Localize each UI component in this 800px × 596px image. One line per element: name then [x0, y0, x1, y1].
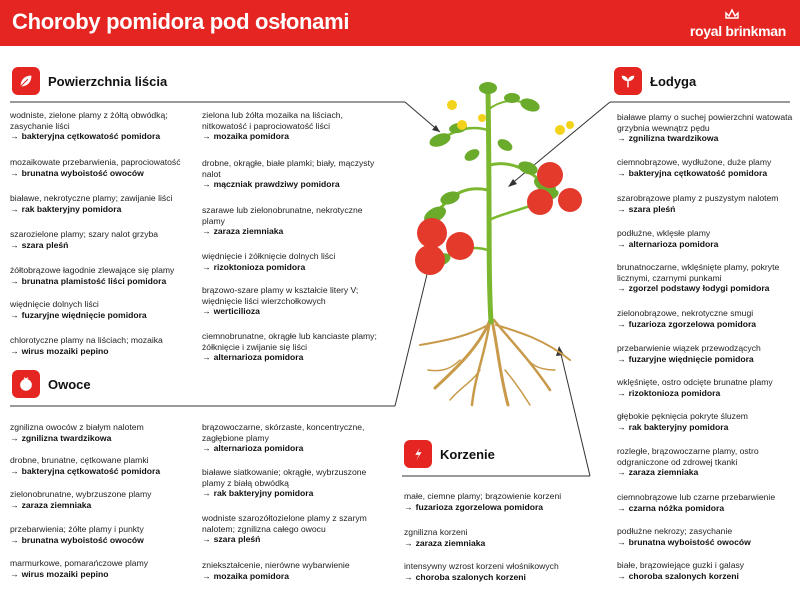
symptom-text: intensywny wzrost korzeni włośnikowych — [404, 561, 559, 571]
disease-name: → brunatna wyboistość owoców — [10, 167, 144, 178]
list-item — [202, 251, 382, 285]
symptom-text: brunatnoczarne, wklęśnięte plamy, pokryte licznymi, czarnymi punkami — [617, 262, 780, 283]
disease-name: → mączniak prawdziwy pomidora — [202, 179, 340, 190]
list-item — [202, 467, 382, 513]
symptom-text: przebarwienie wiązek przewodzących — [617, 343, 761, 353]
list-item — [617, 526, 797, 560]
stem-icon — [614, 67, 642, 95]
symptom-text: brązowoczarne, skórzaste, koncentryczne, zagłębione plamy — [202, 422, 365, 443]
symptom-text: zgnilizna owoców z białym nalotem — [10, 422, 144, 432]
disease-name: → mozaika pomidora — [202, 131, 290, 142]
disease-name: → rak bakteryjny pomidora — [617, 421, 729, 432]
list-item — [10, 265, 200, 299]
stem-list — [617, 112, 797, 584]
disease-name: → zaraza ziemniaka — [404, 537, 486, 548]
symptom-text: wodniste, zielone plamy z żółtą obwódką; zasychanie liści — [10, 110, 168, 131]
tomato-plant-illustration — [380, 70, 605, 410]
fruit-list-col2 — [202, 422, 382, 590]
disease-name: → choroba szalonych korzeni — [617, 570, 739, 581]
symptom-text: ciemnobrunatne, okrągłe lub kanciaste plamy; żółknięcie i zwijanie się liści — [202, 331, 377, 352]
fruit-list-col1 — [10, 422, 200, 588]
disease-name: → fuzarioza zgorzelowa pomidora — [617, 318, 757, 329]
list-item — [617, 308, 797, 343]
leaf-list-col1 — [10, 110, 200, 365]
symptom-text: zielona lub żółta mozaika na liściach, nitkowatość i paprociowatość liści — [202, 110, 343, 131]
list-item — [617, 157, 797, 193]
symptom-text: marmurkowe, pomarańczowe plamy — [10, 558, 149, 568]
symptom-text: białawe, nekrotyczne plamy; zawijanie liści — [10, 193, 173, 203]
disease-name: → brunatna wyboistość owoców — [10, 534, 144, 545]
list-item — [404, 561, 604, 589]
symptom-text: małe, ciemne plamy; brązowienie korzeni — [404, 491, 562, 501]
list-item — [202, 560, 382, 590]
list-item — [202, 285, 382, 331]
list-item — [617, 262, 797, 308]
list-item — [202, 110, 382, 158]
list-item — [10, 193, 200, 229]
disease-name: → fuzaryjne więdnięcie pomidora — [10, 309, 147, 320]
symptom-text: ciemnobrązowe, wydłużone, duże plamy — [617, 157, 772, 167]
list-item — [617, 112, 797, 157]
list-item — [404, 491, 604, 527]
disease-name: → bakteryjna cętkowatość pomidora — [617, 167, 768, 178]
symptom-text: mozaikowate przebarwienia, paprociowatość — [10, 157, 181, 167]
disease-name: → brunatna wyboistość owoców — [617, 536, 751, 547]
disease-name: → wirus mozaiki pepino — [10, 568, 109, 579]
list-item — [10, 110, 200, 157]
symptom-text: ciemnobrązowe lub czarne przebarwienie — [617, 492, 776, 502]
symptom-text: zielonobrunatne, wybrzuszone plamy — [10, 489, 152, 499]
disease-name: → rak bakteryjny pomidora — [202, 488, 314, 499]
disease-name: → zaraza ziemniaka — [10, 499, 92, 510]
disease-name: → zgnilizna twardzikowa — [10, 432, 112, 443]
list-item — [202, 422, 382, 467]
disease-name: → rizoktonioza pomidora — [202, 261, 306, 272]
symptom-text: więdnięcie dolnych liści — [10, 299, 99, 309]
symptom-text: podłużne, wklęsłe plamy — [617, 228, 711, 238]
list-item — [10, 335, 200, 365]
disease-name: → rak bakteryjny pomidora — [10, 203, 122, 214]
section-stem-header — [614, 67, 696, 95]
symptom-text: drobne, brunatne, cętkowane plamki — [10, 455, 149, 465]
list-item — [10, 455, 200, 489]
list-item — [617, 228, 797, 262]
list-item — [10, 157, 200, 193]
root-icon — [404, 440, 432, 468]
leaf-icon — [12, 67, 40, 95]
symptom-text: chlorotyczne plamy na liściach; mozaika — [10, 335, 163, 345]
list-item — [404, 527, 604, 561]
disease-name: → rizoktonioza pomidora — [617, 387, 721, 398]
list-item — [10, 299, 200, 335]
disease-name: → zaraza ziemniaka — [617, 467, 699, 478]
disease-name: → szara pleśń — [617, 203, 676, 214]
disease-name: → bakteryjna cętkowatość pomidora — [10, 465, 161, 476]
tomato-icon — [12, 370, 40, 398]
list-item — [617, 193, 797, 228]
leaf-list-col2 — [202, 110, 382, 371]
symptom-text: białe, brązowiejące guzki i galasy — [617, 560, 745, 570]
list-item — [617, 492, 797, 526]
section-leaf-header — [12, 67, 167, 95]
list-item — [617, 377, 797, 411]
symptom-text: szarawe lub zielonobrunatne, nekrotyczne plamy — [202, 205, 363, 226]
symptom-text: szarozielone plamy; szary nalot grzyba — [10, 229, 159, 239]
list-item — [10, 489, 200, 524]
disease-name: → fuzaryjne więdnięcie pomidora — [617, 353, 754, 364]
list-item — [202, 158, 382, 205]
disease-name: → czarna nóżka pomidora — [617, 502, 725, 513]
section-fruit-header — [12, 370, 91, 398]
disease-name: → szara pleśń — [202, 534, 261, 545]
list-item — [202, 205, 382, 251]
section-stem-title: Łodyga — [650, 73, 697, 89]
symptom-text: więdnięcie i żółknięcie dolnych liści — [202, 251, 336, 261]
list-item — [10, 229, 200, 265]
brand-name: royal brinkman — [689, 23, 786, 39]
disease-name: → zaraza ziemniaka — [202, 226, 284, 237]
list-item — [202, 331, 382, 371]
list-item — [202, 513, 382, 560]
disease-name: → zgorzel podstawy łodygi pomidora — [617, 283, 770, 294]
symptom-text: białawe plamy o suchej powierzchni watowata grzybnia wewnątrz pędu — [617, 112, 793, 133]
symptom-text: zielonobrązowe, nekrotyczne smugi — [617, 308, 754, 318]
symptom-text: wodniste szarozółtozielone plamy z szarym nalotem; zgnilizna całego owocu — [202, 513, 367, 534]
section-root-title: Korzenie — [440, 446, 495, 462]
symptom-text: głębokie pęknięcia pokryte śluzem — [617, 411, 748, 421]
disease-name: → choroba szalonych korzeni — [404, 571, 526, 582]
disease-name: → brunatna plamistość liści pomidora — [10, 275, 167, 286]
list-item — [617, 343, 797, 377]
disease-name: → zgnilizna twardzikowa — [617, 133, 719, 144]
disease-name: → alternarioza pomidora — [202, 443, 304, 454]
symptom-text: szarobrązowe plamy z puszystym nalotem — [617, 193, 779, 203]
disease-name: → szara pleśń — [10, 239, 69, 250]
symptom-text: rozległe, brązowoczarne plamy, ostro odgraniczone od zdrowej tkanki — [617, 446, 759, 467]
disease-name: → alternarioza pomidora — [617, 238, 719, 249]
symptom-text: białawe siatkowanie; okrągłe, wybrzuszone plamy z białą obwódką — [202, 467, 367, 488]
disease-name: → mozaika pomidora — [202, 570, 290, 581]
section-leaf-title: Powierzchnia liścia — [48, 73, 168, 89]
symptom-text: przebarwienia; żółte plamy i punkty — [10, 524, 144, 534]
list-item — [10, 422, 200, 455]
symptom-text: zniekształcenie, nierówne wybarwienie — [202, 560, 350, 570]
disease-name: → bakteryjna cętkowatość pomidora — [10, 131, 161, 142]
list-item — [10, 558, 200, 588]
list-item — [10, 524, 200, 558]
list-item — [617, 446, 797, 492]
list-item — [617, 560, 797, 584]
page-title: Choroby pomidora pod osłonami — [12, 9, 350, 34]
section-fruit-title: Owoce — [48, 376, 91, 392]
disease-name: → alternarioza pomidora — [202, 352, 304, 363]
symptom-text: zgnilizna korzeni — [404, 527, 468, 537]
roots-illustration — [420, 320, 570, 405]
disease-name: → werticilioza — [202, 306, 260, 317]
symptom-text: brązowo-szare plamy w kształcie litery V; więdnięcie liści wierzchołkowych — [202, 285, 359, 306]
symptom-text: drobne, okrągłe, białe plamki; biały, mączysty nalot — [202, 158, 375, 179]
symptom-text: podłużne nekrozy; zasychanie — [617, 526, 733, 536]
disease-name: → wirus mozaiki pepino — [10, 345, 109, 356]
section-root-header — [404, 440, 495, 468]
symptom-text: wklęśnięte, ostro odcięte brunatne plamy — [617, 377, 773, 387]
symptom-text: żółtobrązowe łagodnie zlewające się plamy — [10, 265, 175, 275]
list-item — [617, 411, 797, 446]
root-list — [404, 491, 604, 589]
disease-name: → fuzarioza zgorzelowa pomidora — [404, 501, 544, 512]
